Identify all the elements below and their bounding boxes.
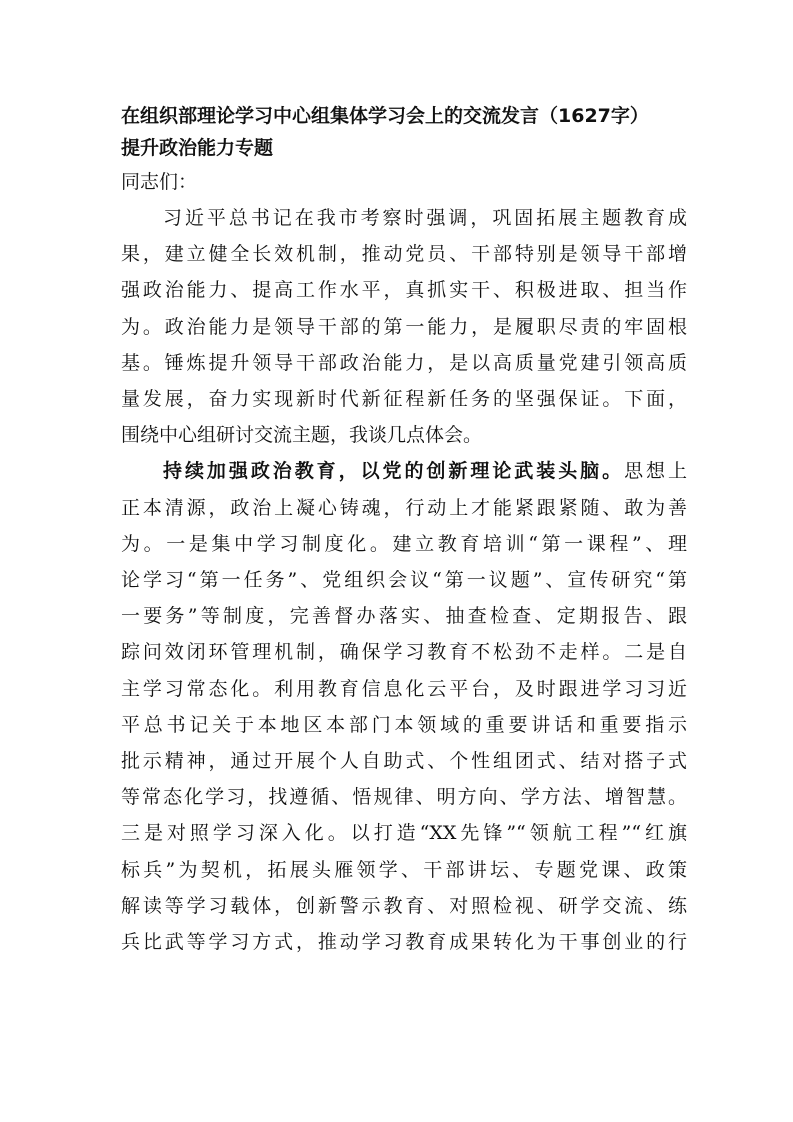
salutation: 同志们： xyxy=(121,171,198,193)
paragraph-2-line: 为。一是集中学习制度化。建立教育培训“第一课程”、理 xyxy=(121,532,687,555)
paragraph-2-line: 三是对照学习深入化。以打造“XX先锋”“领航工程”“红旗 xyxy=(121,822,687,845)
paragraph-2-line: 兵比武等学习方式，推动学习教育成果转化为干事创业的行 xyxy=(121,931,687,954)
paragraph-2-first-line-rest: 思想上 xyxy=(624,460,687,483)
paragraph-2-line: 主学习常态化。利用教育信息化云平台，及时跟进学习习近 xyxy=(121,677,687,700)
document-page xyxy=(121,100,687,960)
paragraph-2-line: 平总书记关于本地区本部门本领域的重要讲话和重要指示 xyxy=(121,713,687,736)
paragraph-2-line: 标兵”为契机，拓展头雁领学、干部讲坛、专题党课、政策 xyxy=(121,858,687,881)
paragraph-2-line: 批示精神，通过开展个人自助式、个性组团式、结对搭子式 xyxy=(121,750,687,773)
paragraph-1-line: 围绕中心组研讨交流主题，我谈几点体会。 xyxy=(121,424,483,447)
paragraph-2-first-line xyxy=(121,453,687,489)
paragraph-1 xyxy=(121,200,687,453)
paragraph-1-line: 强政治能力、提高工作水平，真抓实干、积极进取、担当作 xyxy=(121,279,687,302)
paragraph-1-line: 为。政治能力是领导干部的第一能力，是履职尽责的牢固根 xyxy=(121,315,687,338)
document-title xyxy=(121,100,687,164)
paragraph-1-line: 习近平总书记在我市考察时强调，巩固拓展主题教育成 xyxy=(163,207,687,229)
paragraph-2 xyxy=(121,453,687,960)
paragraph-1-line: 果，建立健全长效机制，推动党员、干部特别是领导干部增 xyxy=(121,243,687,266)
paragraph-2-line: 论学习“第一任务”、党组织会议“第一议题”、宣传研究“第 xyxy=(121,569,687,592)
title-line-1: 在组织部理论学习中心组集体学习会上的交流发言（1627字） xyxy=(121,105,649,127)
paragraph-1-line: 量发展，奋力实现新时代新征程新任务的坚强保证。下面， xyxy=(121,388,687,411)
paragraph-2-line: 正本清源，政治上凝心铸魂，行动上才能紧跟紧随、敢为善 xyxy=(121,496,687,519)
paragraph-2-line: 踪问效闭环管理机制，确保学习教育不松劲不走样。二是自 xyxy=(121,641,687,664)
title-line-2: 提升政治能力专题 xyxy=(121,137,274,159)
paragraph-2-line: 一要务”等制度，完善督办落实、抽查检查、定期报告、跟 xyxy=(121,605,687,628)
paragraph-1-line: 基。锤炼提升领导干部政治能力，是以高质量党建引领高质 xyxy=(121,351,687,374)
section-heading: 持续加强政治教育，以党的创新理论武装头脑。 xyxy=(163,460,625,483)
paragraph-2-line: 等常态化学习，找遵循、悟规律、明方向、学方法、增智慧。 xyxy=(121,786,687,809)
paragraph-2-line: 解读等学习载体，创新警示教育、对照检视、研学交流、练 xyxy=(121,894,687,917)
